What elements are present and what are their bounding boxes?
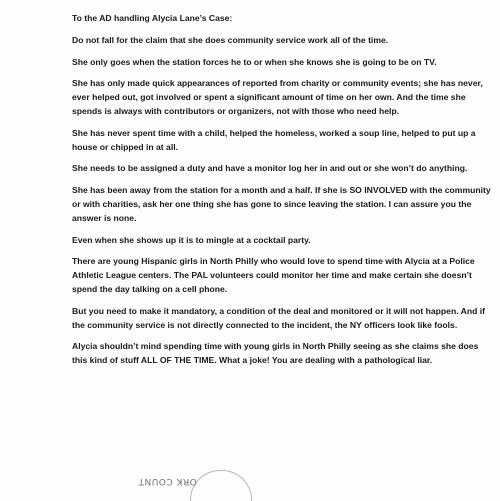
letter-salutation: To the AD handling Alycia Lane’s Case: bbox=[72, 13, 233, 23]
postmark-stamp-text: ORK COUNT bbox=[138, 476, 197, 486]
paragraph-1: Do not fall for the claim that she does community service work all of the time. bbox=[72, 35, 389, 45]
paragraph-3: She has only made quick appearances of reported from charity or community events; she has never, ever helped out, got involved or spent a significant amount of time on her own. And the time she spends is always with contributors or organizers, not with those who need help. bbox=[72, 78, 483, 117]
paragraph-4: She has never spent time with a child, helped the homeless, worked a soup line, helped to put up a house or chipped in at all. bbox=[72, 127, 476, 152]
paragraph-7: Even when she shows up it is to mingle at a cocktail party. bbox=[72, 234, 311, 245]
paragraph-2: She only goes when the station forces he to or when she knows she is going to be on TV. bbox=[72, 56, 437, 67]
paragraph-10: Alycia shouldn’t mind spending time with young girls in North Philly seeing as she claims she does this kind of stuff ALL OF THE TIME. What a joke! You are dealing with a pathological liar. bbox=[72, 341, 479, 366]
paragraph-8: There are young Hispanic girls in North Philly who would love to spend time with Alycia at a Police Athletic League centers. The PAL volunteers could monitor her time and make certain she doesn’t spend the day talking on a cell phone. bbox=[72, 256, 475, 295]
paragraph-9: But you need to make it mandatory, a condition of the deal and monitored or it will not happen. And if the community service is not directly connected to the incident, the NY officers look like fools. bbox=[72, 305, 485, 330]
letter-body bbox=[72, 11, 492, 375]
paragraph-5: She needs to be assigned a duty and have a monitor log her in and out or she won’t do anything. bbox=[72, 163, 468, 174]
postmark-stamp-arc bbox=[190, 470, 252, 501]
paragraph-6: She has been away from the station for a month and a half. If she is SO INVOLVED with the community or with charities, ask her one thing she has gone to since leaving the station. I can assure you the answer is none. bbox=[72, 184, 491, 223]
